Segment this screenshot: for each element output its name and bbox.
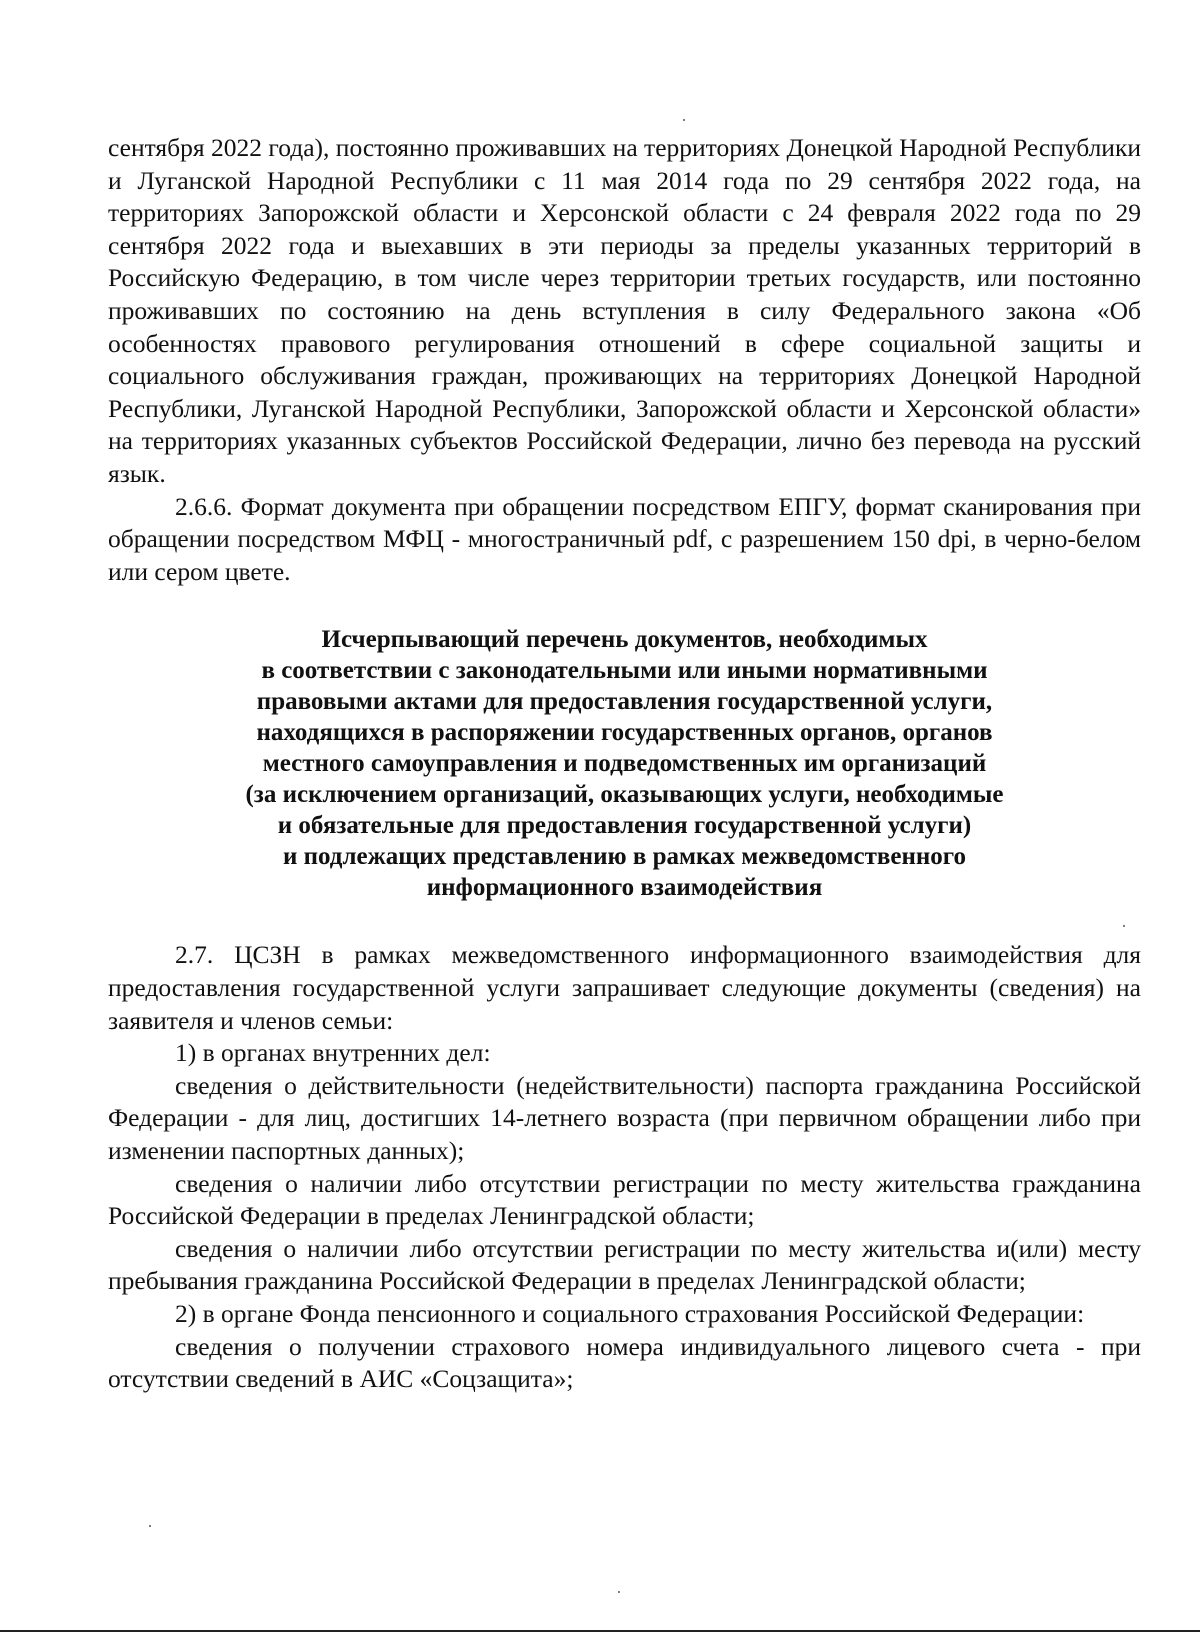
list-item-pension-fund: 2) в органе Фонда пенсионного и социального страхования Российской Федерации:: [175, 1299, 1085, 1328]
heading-line: информационного взаимодействия: [426, 873, 823, 901]
paragraph-2-7: 2.7. ЦСЗН в рамках межведомственного информационного взаимодействия для предоставления государственной услуги запрашивает следующие документы (сведения) на заявителя и членов семьи:: [108, 940, 1141, 1035]
heading-line: Исчерпывающий перечень документов, необходимых: [321, 626, 928, 654]
paragraph-continuation: сентября 2022 года), постоянно проживавших на территориях Донецкой Народной Республики и Луганской Народной Республики с 11 мая 2014 года по 29 сентября 2022 года, на территориях Запорожской области и Херсонской области с 24 февраля 2022 года по 29 сентября 2022 года и выехавших в эти периоды за пределы указанных территорий в Российскую Федерацию, в том числе через территории третьих государств, или постоянно проживавших по состоянию на день вступления в силу Федерального закона «Об особенностях правового регулирования отношений в сфере социальной защиты и социального обслуживания граждан, проживающих на территориях Донецкой Народной Республики, Луганской Народной Республики, Запорожской области и Херсонской области» на территориях указанных субъектов Российской Федерации, лично без перевода на русский язык.: [108, 133, 1141, 488]
heading-line: правовыми актами для предоставления государственной услуги,: [256, 688, 993, 716]
section-heading: [108, 625, 1141, 903]
scan-speck: [1123, 925, 1125, 927]
paragraph-residence-or-stay-registration: сведения о наличии либо отсутствии регистрации по месту жительства и(или) месту пребывания гражданина Российской Федерации в пределах Ленинградской области;: [108, 1233, 1141, 1296]
list-item-internal-affairs: 1) в органах внутренних дел:: [175, 1038, 491, 1068]
scan-speck: [683, 119, 685, 121]
scan-speck: [149, 1525, 151, 1527]
paragraph-passport-validity: сведения о действительности (недействительности) паспорта гражданина Российской Федерации - для лиц, достигших 14-летнего возраста (при первичном обращении либо при изменении паспортных данных);: [108, 1070, 1141, 1166]
scan-speck: [618, 1591, 620, 1593]
heading-line: местного самоуправления и подведомственных им организаций: [262, 749, 987, 777]
heading-line: в соответствии с законодательными или иными нормативными: [261, 657, 988, 685]
paragraph-snils: сведения о получении страхового номера индивидуального лицевого счета - при отсутствии сведений в АИС «Соцзащита»;: [108, 1331, 1141, 1394]
heading-line: и обязательные для предоставления государственной услуги): [277, 811, 972, 839]
document-body: [108, 132, 1141, 1396]
heading-line: (за исключением организаций, оказывающих услуги, необходимые: [245, 780, 1004, 808]
heading-line: и подлежащих представлению в рамках межведомственного: [282, 842, 967, 870]
paragraph-residence-registration: сведения о наличии либо отсутствии регистрации по месту жительства гражданина Российской Федерации в пределах Ленинградской области;: [108, 1168, 1141, 1231]
heading-line: находящихся в распоряжении государственных органов, органов: [256, 719, 993, 747]
scan-edge-line: [0, 1630, 1200, 1632]
paragraph-2-6-6: 2.6.6. Формат документа при обращении посредством ЕПГУ, формат сканирования при обращении посредством МФЦ - многостраничный pdf, с разрешением 150 dpi, в черно-белом или сером цвете.: [108, 491, 1141, 586]
